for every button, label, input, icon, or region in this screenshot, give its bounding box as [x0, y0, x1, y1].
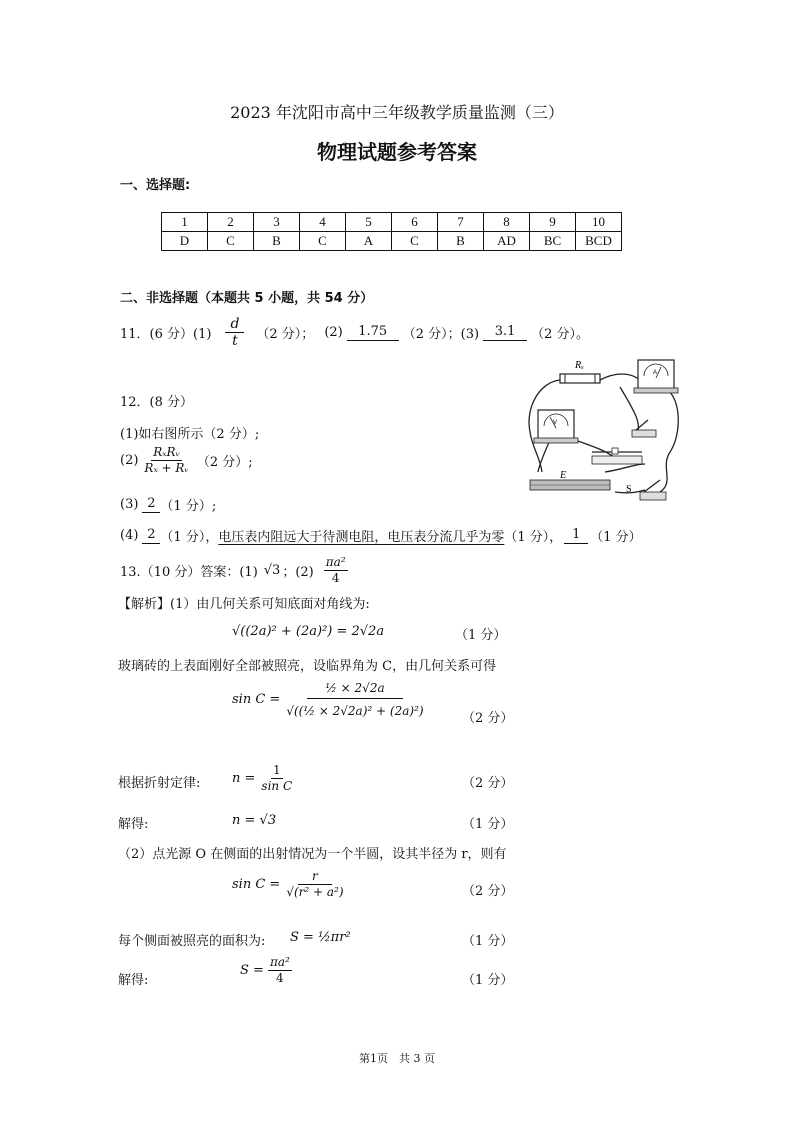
table-cell: C	[300, 232, 346, 251]
answer-blank: 2	[142, 496, 160, 513]
analysis-text-7: 解得:	[118, 973, 149, 988]
equation-area: S = ½πr²	[290, 930, 351, 945]
equation-lhs: sin C =	[232, 692, 281, 708]
equation-fraction	[268, 956, 292, 984]
fraction-numerator: ½ × 2√2a	[307, 682, 402, 699]
score-text: （1 分）	[462, 934, 514, 949]
rheostat-icon	[592, 448, 642, 464]
score-text: （1 分）	[462, 817, 514, 832]
ammeter-icon	[634, 360, 678, 393]
score-text: （1 分）	[590, 530, 642, 545]
fraction-denominator: √(r² + a²)	[286, 884, 344, 899]
table-cell: D	[162, 232, 208, 251]
analysis-intro: 【解析】(1）由几何关系可知底面对角线为:	[118, 597, 370, 612]
answer-table	[161, 212, 622, 251]
svg-text:S: S	[626, 484, 632, 495]
terminal-block-icon	[632, 420, 656, 437]
fraction-denominator: √((½ × 2√2a)² + (2a)²)	[286, 703, 424, 718]
table-cell: AD	[484, 232, 530, 251]
fraction-numerator: RₓRᵥ	[153, 445, 181, 459]
analysis-text-5: （2）点光源 O 在侧面的出射情况为一个半圆，设其半径为 r，则有	[118, 847, 507, 862]
section2-heading: 二、非选择题（本题共 5 小题，共 54 分）	[120, 291, 374, 306]
table-cell: 1	[162, 213, 208, 232]
q12-line2	[120, 446, 253, 474]
fraction-numerator: r	[298, 870, 332, 885]
q12-line4	[120, 526, 642, 545]
part-label: (2)	[120, 452, 139, 468]
score-text: （1 分）	[455, 628, 507, 643]
part-label: (2)	[324, 325, 343, 341]
section1-heading: 一、选择题:	[120, 178, 191, 193]
equation-fraction	[259, 764, 294, 792]
fraction-numerator: 1	[272, 763, 281, 777]
fraction-numerator: πa²	[269, 955, 290, 969]
page-footer: 第1页 共 3 页	[359, 1052, 435, 1065]
answer-blank: 1	[564, 527, 588, 544]
battery-icon	[530, 470, 610, 490]
score-text: （2 分）。	[531, 327, 589, 343]
table-cell: 2	[208, 213, 254, 232]
fraction-denominator: t	[232, 332, 238, 349]
table-cell: 7	[438, 213, 484, 232]
analysis-text-3: 根据折射定律:	[118, 776, 201, 791]
equation-lhs: n =	[232, 770, 256, 786]
equation-fraction	[284, 870, 345, 898]
part-label: (3)	[120, 497, 139, 512]
q13-label: 13.（10 分）答案：(1)	[120, 564, 258, 580]
answer-blank: 3.1	[483, 324, 527, 341]
equation-diagonal: √((2a)² + (2a)²) = 2√2a	[232, 624, 385, 639]
svg-text:E: E	[560, 470, 567, 481]
table-cell: BC	[530, 232, 576, 251]
analysis-text-4: 解得:	[118, 817, 149, 832]
score-text: （2 分）	[462, 711, 514, 726]
table-cell: 5	[346, 213, 392, 232]
score-text: （1 分）	[462, 973, 514, 988]
table-cell: B	[438, 232, 484, 251]
fraction-denominator: 4	[331, 570, 340, 585]
equation-sinc-1	[232, 682, 426, 717]
answer-table-number-row	[162, 213, 622, 232]
score-text: （2 分）	[462, 884, 514, 899]
q12-line1: (1)如右图所示（2 分）;	[120, 427, 260, 442]
fraction-denominator: sin C	[261, 778, 293, 793]
answer-blank: 2	[142, 527, 160, 544]
equation-lhs: sin C =	[232, 876, 281, 892]
svg-text:V: V	[553, 420, 558, 426]
answer-reason: 电压表内阻远大于待测电阻，电压表分流几乎为零	[218, 530, 505, 545]
q13-answer-2	[324, 556, 348, 584]
fraction-numerator: d	[225, 317, 244, 333]
q11-label: 11．(6 分）(1)	[120, 327, 212, 343]
table-cell: A	[346, 232, 392, 251]
table-cell: BCD	[576, 232, 622, 251]
q12-line3	[120, 495, 216, 514]
score-text: （2 分）	[462, 776, 514, 791]
resistor-rx	[560, 374, 600, 383]
table-cell: 9	[530, 213, 576, 232]
q12-fraction	[142, 446, 190, 474]
score-text: （2 分）；(3)	[402, 327, 480, 343]
fraction-denominator: Rₓ + Rᵥ	[144, 460, 189, 475]
q11-fraction	[225, 317, 244, 348]
equation-area-result	[240, 956, 292, 984]
part-label: (4)	[120, 528, 139, 543]
answer-table-answer-row	[162, 232, 622, 251]
circuit-diagram	[520, 352, 690, 512]
answer-blank: 1.75	[347, 324, 399, 341]
table-cell: B	[254, 232, 300, 251]
table-cell: 8	[484, 213, 530, 232]
voltmeter-icon	[534, 410, 578, 443]
equation-lhs: S =	[240, 962, 264, 978]
equation-fraction	[284, 682, 425, 717]
q13-answer-1: √3	[263, 562, 281, 578]
q12-label: 12．(8 分）	[120, 395, 194, 410]
fraction-denominator: 4	[276, 970, 284, 985]
table-cell: C	[208, 232, 254, 251]
question-13	[120, 556, 348, 584]
fraction-numerator: πa²	[325, 555, 346, 569]
table-cell: 6	[392, 213, 438, 232]
table-cell: 10	[576, 213, 622, 232]
table-cell: 3	[254, 213, 300, 232]
document-title: 2023 年沈阳市高中三年级教学质量监测（三）	[230, 103, 564, 122]
circuit-diagram-svg	[520, 352, 690, 512]
question-11	[120, 317, 589, 348]
score-text: （1 分）;	[160, 499, 217, 514]
part-label: ；(2)	[282, 564, 314, 580]
switch-icon	[626, 480, 666, 500]
analysis-text-6: 每个侧面被照亮的面积为:	[118, 934, 266, 949]
score-text: （1 分），	[160, 530, 219, 545]
analysis-text-2: 玻璃砖的上表面刚好全部被照亮，设临界角为 C，由几何关系可得	[118, 659, 497, 674]
table-cell: 4	[300, 213, 346, 232]
equation-sinc-2	[232, 870, 346, 898]
score-text: （1 分），	[504, 530, 563, 545]
document-subtitle: 物理试题参考答案	[317, 140, 477, 164]
score-text: （2 分）；	[256, 327, 315, 343]
svg-text:A: A	[653, 370, 658, 376]
table-cell: C	[392, 232, 438, 251]
score-text: （2 分）;	[196, 454, 253, 470]
rx-label: Rₓ	[575, 360, 584, 371]
equation-refraction	[232, 764, 294, 792]
equation-n-result: n = √3	[232, 813, 277, 828]
